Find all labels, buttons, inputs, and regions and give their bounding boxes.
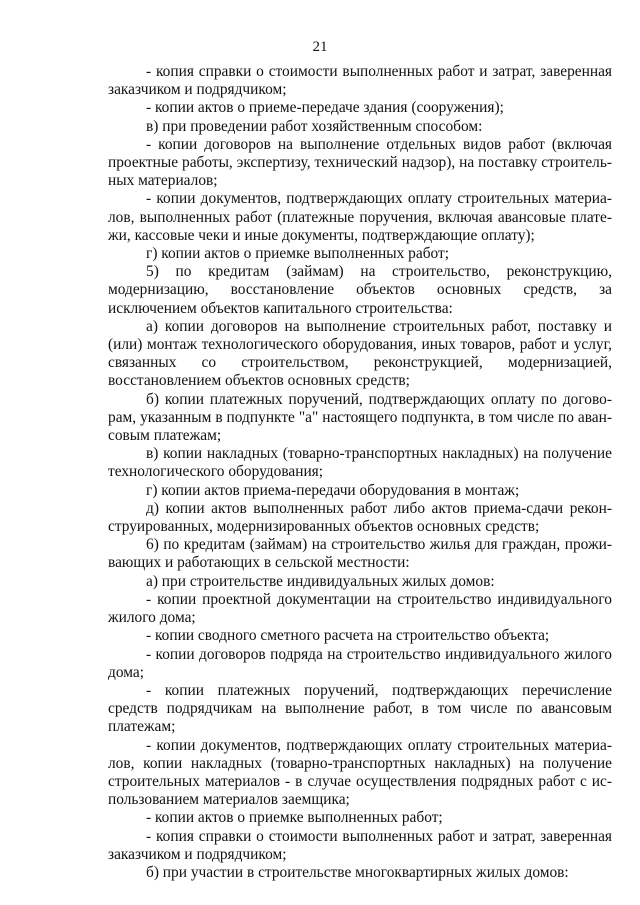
page-number: 21 xyxy=(312,39,328,55)
paragraph: а) копии договоров на выполнение строительных работ, поставку и (или) монтаж технологического оборудования, иных товаров, работ и услуг, связанных со строительством, реконструкцией, модернизацией, восстановлением объектов основных средств; xyxy=(108,317,612,390)
document-body xyxy=(108,63,612,882)
paragraph: г) копии актов приема-передачи оборудования в монтаж; xyxy=(146,481,520,499)
paragraph: - копии договоров на выполнение отдельных видов работ (включая проектные работы, экспертизу, технический надзор), на поставку строительных материалов; xyxy=(108,135,612,190)
paragraph: - копии актов о приемке выполненных работ; xyxy=(146,809,443,827)
paragraph: г) копии актов о приемке выполненных работ; xyxy=(146,245,450,263)
paragraph: - копия справки о стоимости выполненных работ и затрат, заверенная заказчиком и подрядчиком; xyxy=(108,827,612,863)
paragraph: а) при строительстве индивидуальных жилых домов: xyxy=(146,572,495,590)
paragraph: - копии договоров подряда на строительство индивидуального жилого дома; xyxy=(108,645,612,681)
paragraph: б) копии платежных поручений, подтверждающих оплату по договорам, указанным в подпункте "а" настоящего подпункта, в том числе по авансовым платежам; xyxy=(108,390,612,445)
paragraph: - копии платежных поручений, подтверждающих перечисление средств подрядчикам на выполнение работ, в том числе по авансовым платежам; xyxy=(108,681,612,736)
paragraph: - копии документов, подтверждающих оплату строительных материалов, копии накладных (товарно-транспортных накладных) на получение строительных материалов - в случае осуществления подрядных работ с использованием материалов заемщика; xyxy=(108,736,612,809)
paragraph: в) копии накладных (товарно-транспортных накладных) на получение технологического оборудования; xyxy=(108,445,612,481)
paragraph: - копии сводного сметного расчета на строительство объекта; xyxy=(146,627,550,645)
paragraph: 6) по кредитам (займам) на строительство жилья для граждан, проживающих и работающих в сельской местности: xyxy=(108,536,612,572)
paragraph: - копии документов, подтверждающих оплату строительных материалов, выполненных работ (платежные поручения, включая авансовые платежи, кассовые чеки и иные документы, подтверждающие оплату); xyxy=(108,190,612,244)
paragraph: - копия справки о стоимости выполненных работ и затрат, заверенная заказчиком и подрядчиком; xyxy=(108,63,612,99)
paragraph: - копии актов о приеме-передаче здания (сооружения); xyxy=(146,99,504,117)
paragraph: - копии проектной документации на строительство индивидуального жилого дома; xyxy=(108,590,612,627)
paragraph: в) при проведении работ хозяйственным способом: xyxy=(146,117,483,135)
paragraph: д) копии актов выполненных работ либо актов приема-сдачи реконструированных, модернизированных объектов основных средств; xyxy=(108,499,612,536)
paragraph: 5) по кредитам (займам) на строительство, реконструкцию, модернизацию, восстановление объектов основных средств, за исключением объектов капитального строительства: xyxy=(108,263,612,317)
paragraph: б) при участии в строительстве многоквартирных жилых домов: xyxy=(146,863,569,881)
